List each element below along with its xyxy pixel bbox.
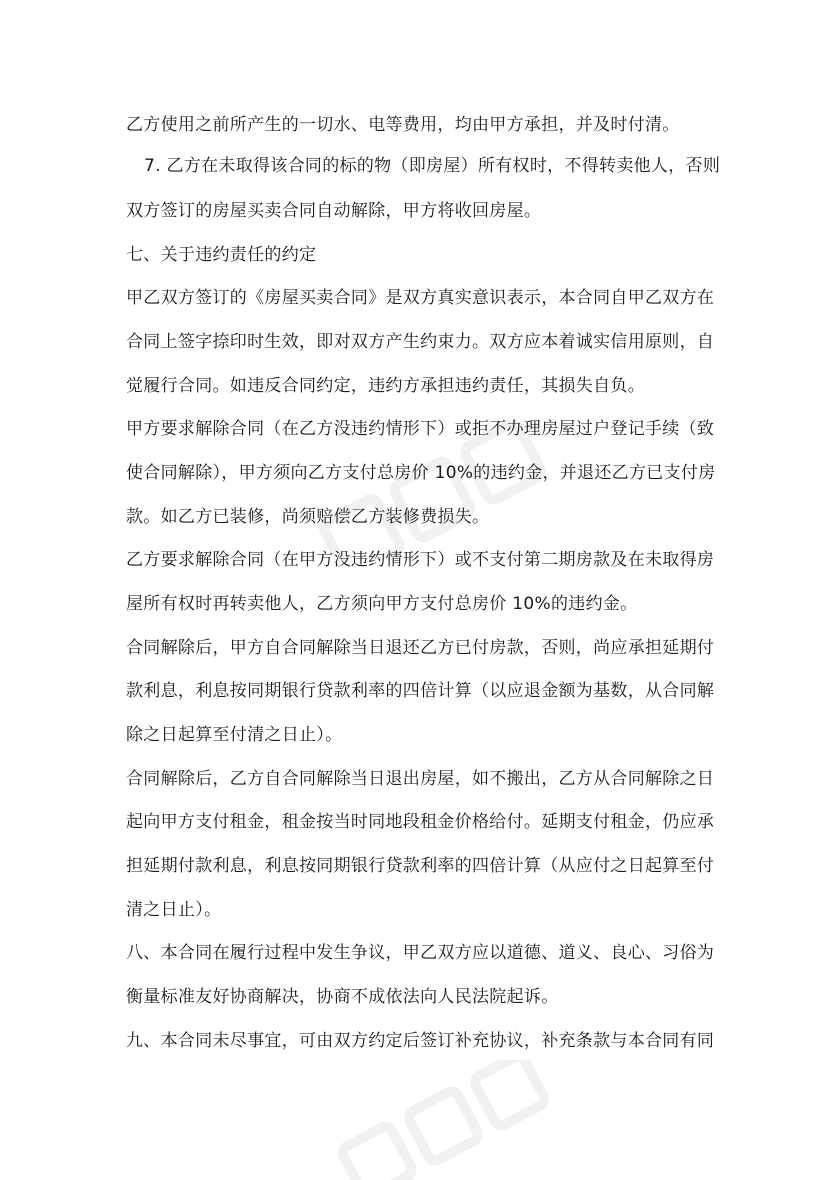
- text-line-21: 衡量标准友好协商解决，协商不成依法向人民法院起诉。: [126, 987, 559, 1007]
- text-line-11: 乙方要求解除合同（在甲方没违约情形下）或不支付第二期房款及在未取得房: [126, 550, 715, 570]
- text-line-7: 觉履行合同。如违反合同约定，违约方承担违约责任，其损失自负。: [126, 376, 645, 396]
- watermark-graphic-bottom: [320, 1060, 600, 1180]
- text-line-9: 使合同解除），甲方须向乙方支付总房价 10%的违约金，并退还乙方已支付房: [126, 463, 716, 483]
- text-line-8: 甲方要求解除合同（在乙方没违约情形下）或拒不办理房屋过户登记手续（致: [126, 419, 715, 439]
- section-heading-9: 九、本合同未尽事宜，可由双方约定后签订补充协议，补充条款与本合同有同: [126, 1031, 715, 1051]
- section-heading-7: 七、关于违约责任的约定: [126, 245, 317, 265]
- text-line-18: 担延期付款利息，利息按同期银行贷款利率的四倍计算（从应付之日起算至付: [126, 856, 715, 876]
- text-line-2: 7. 乙方在未取得该合同的标的物（即房屋）所有权时，不得转卖他人，否则: [144, 156, 721, 176]
- text-line-16: 合同解除后，乙方自合同解除当日退出房屋，如不搬出，乙方从合同解除之日: [126, 769, 715, 789]
- section-heading-8: 八、本合同在履行过程中发生争议，甲乙双方应以道德、道义、良心、习俗为: [126, 943, 715, 963]
- text-line-10: 款。如乙方已装修，尚须赔偿乙方装修费损失。: [126, 507, 490, 527]
- text-line-6: 合同上签字捺印时生效，即对双方产生约束力。双方应本着诚实信用原则，自: [126, 332, 715, 352]
- text-line-1: 乙方使用之前所产生的一切水、电等费用，均由甲方承担，并及时付清。: [126, 115, 680, 135]
- text-line-19: 清之日止）。: [126, 900, 222, 920]
- text-line-3: 双方签订的房屋买卖合同自动解除，甲方将收回房屋。: [126, 201, 542, 221]
- text-line-15: 除之日起算至付清之日止）。: [126, 725, 343, 745]
- text-line-12: 屋所有权时再转卖他人，乙方须向甲方支付总房价 10%的违约金。: [126, 594, 638, 614]
- watermark-graphic: [300, 420, 600, 560]
- text-line-17: 起向甲方支付租金，租金按当时同地段租金价格给付。延期支付租金，仍应承: [126, 812, 715, 832]
- text-line-13: 合同解除后，甲方自合同解除当日退还乙方已付房款，否则，尚应承担延期付: [126, 638, 715, 658]
- text-line-14: 款利息，利息按同期银行贷款利率的四倍计算（以应退金额为基数，从合同解: [126, 681, 715, 701]
- text-line-5: 甲乙双方签订的《房屋买卖合同》是双方真实意识表示，本合同自甲乙双方在: [126, 288, 715, 308]
